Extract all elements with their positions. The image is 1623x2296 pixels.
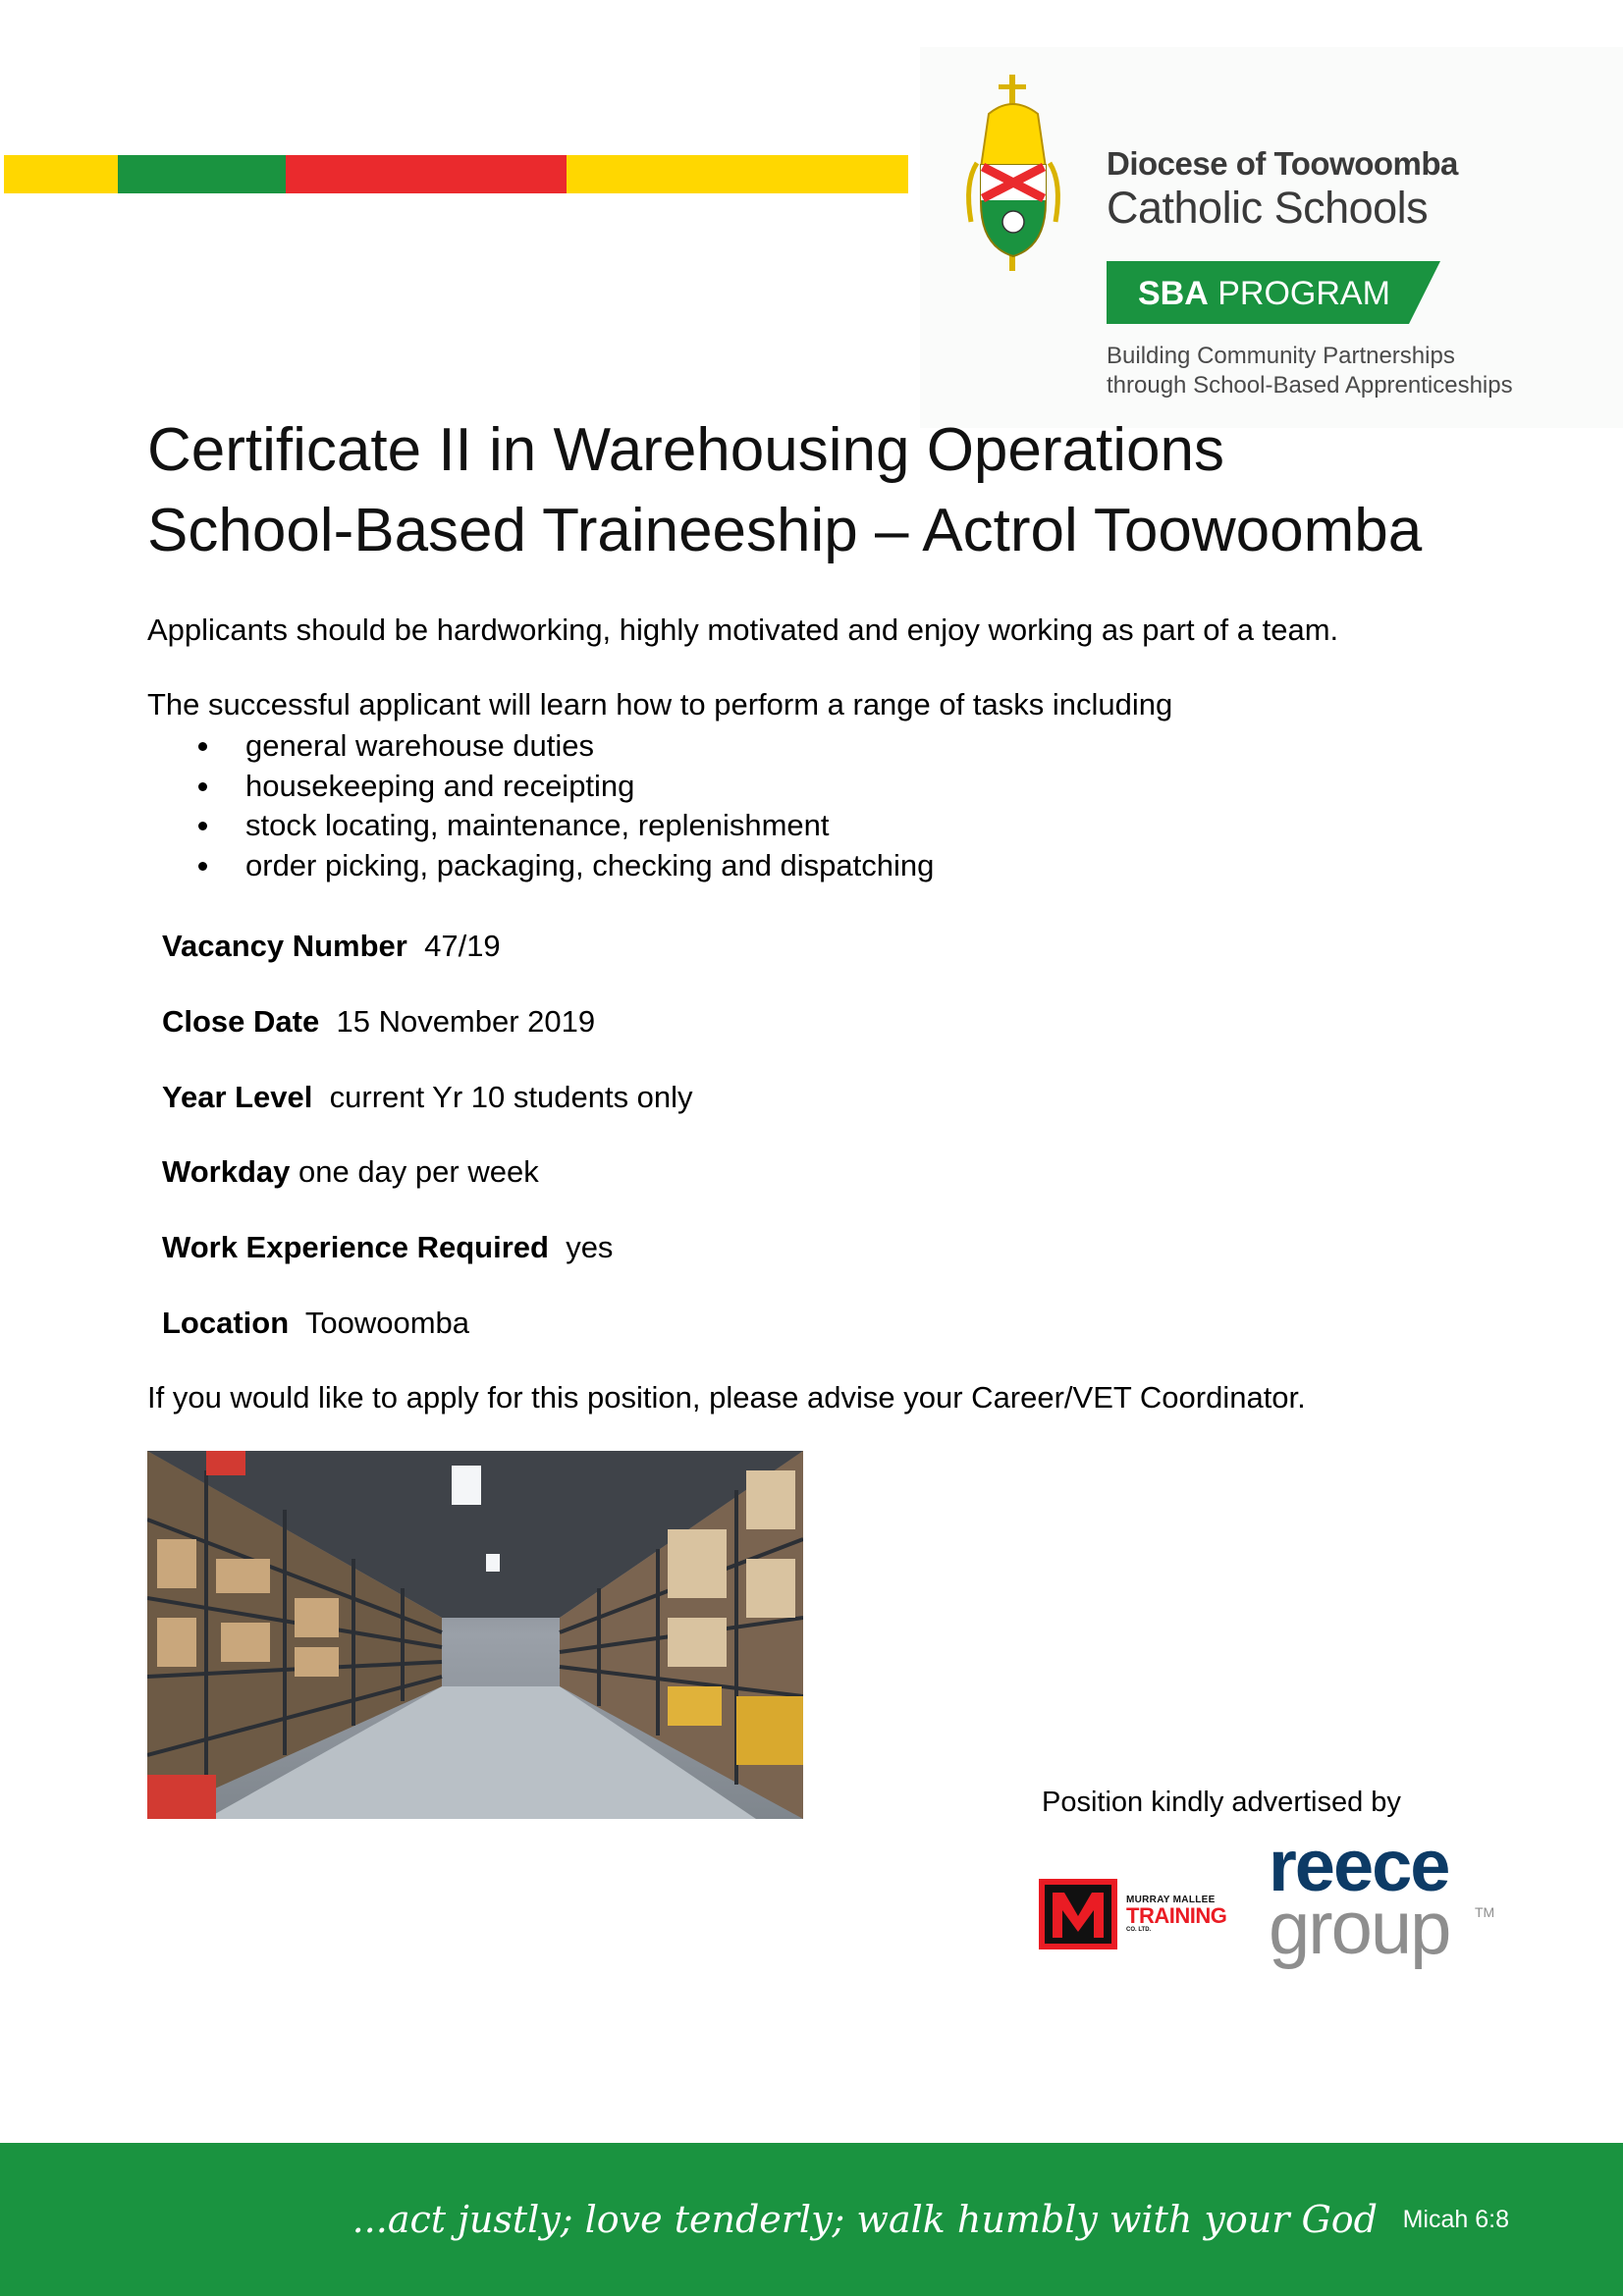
stripe-green — [118, 155, 286, 193]
org-name-line2: Catholic Schools — [1107, 183, 1429, 233]
header-logo — [920, 47, 1623, 428]
task-list — [147, 726, 934, 885]
title-line1: Certificate II in Warehousing Operations — [147, 416, 1224, 484]
reece-logo-bottom: group — [1269, 1887, 1450, 1970]
vacancy-number: Vacancy Number 47/19 — [162, 929, 501, 963]
trademark-mark: TM — [1475, 1904, 1495, 1920]
apply-instructions: If you would like to apply for this position, please advise your Career/VET Coordinator. — [147, 1380, 1306, 1415]
advertised-by-label: Position kindly advertised by — [1042, 1787, 1401, 1818]
intro-text: Applicants should be hardworking, highly motivated and enjoy working as part of a team. — [147, 613, 1339, 647]
stripe-yellow-long — [567, 155, 908, 193]
title-line2: School-Based Traineeship – Actrol Toowoomba — [147, 497, 1423, 564]
list-item: general warehouse duties — [147, 726, 934, 767]
list-item: stock locating, maintenance, replenishment — [147, 806, 934, 846]
bullet-icon — [198, 822, 207, 830]
bullet-icon — [198, 742, 207, 751]
murray-mallee-text: MURRAY MALLEE TRAINING CO. LTD. — [1126, 1895, 1227, 1933]
stripe-yellow — [4, 155, 118, 193]
bullet-icon — [198, 782, 207, 791]
footer-verse: Micah 6:8 — [1402, 2206, 1509, 2233]
page-title — [147, 410, 1422, 571]
footer-motto: ...act justly; love tenderly; walk humbly with your God — [352, 2198, 1378, 2241]
list-item: order picking, packaging, checking and dispatching — [147, 846, 934, 886]
warehouse-photo — [147, 1451, 803, 1819]
stripe-red — [286, 155, 567, 193]
close-date: Close Date 15 November 2019 — [162, 1004, 596, 1039]
org-name-line1: Diocese of Toowoomba — [1107, 145, 1458, 182]
program-tagline: Building Community Partnerships through School-Based Apprenticeships — [1107, 343, 1513, 399]
reece-logo-top: reece — [1269, 1825, 1449, 1906]
workday: Workday one day per week — [162, 1154, 539, 1189]
year-level: Year Level current Yr 10 students only — [162, 1080, 693, 1114]
diocese-crest-icon — [959, 75, 1067, 271]
footer-band — [0, 2143, 1623, 2296]
sba-program-label: SBA PROGRAM — [1138, 275, 1390, 312]
list-item: housekeeping and receipting — [147, 767, 934, 807]
tasks-intro-text: The successful applicant will learn how to perform a range of tasks including — [147, 687, 1173, 721]
bullet-icon — [198, 862, 207, 871]
work-experience: Work Experience Required yes — [162, 1230, 614, 1264]
location: Location Toowoomba — [162, 1306, 469, 1340]
